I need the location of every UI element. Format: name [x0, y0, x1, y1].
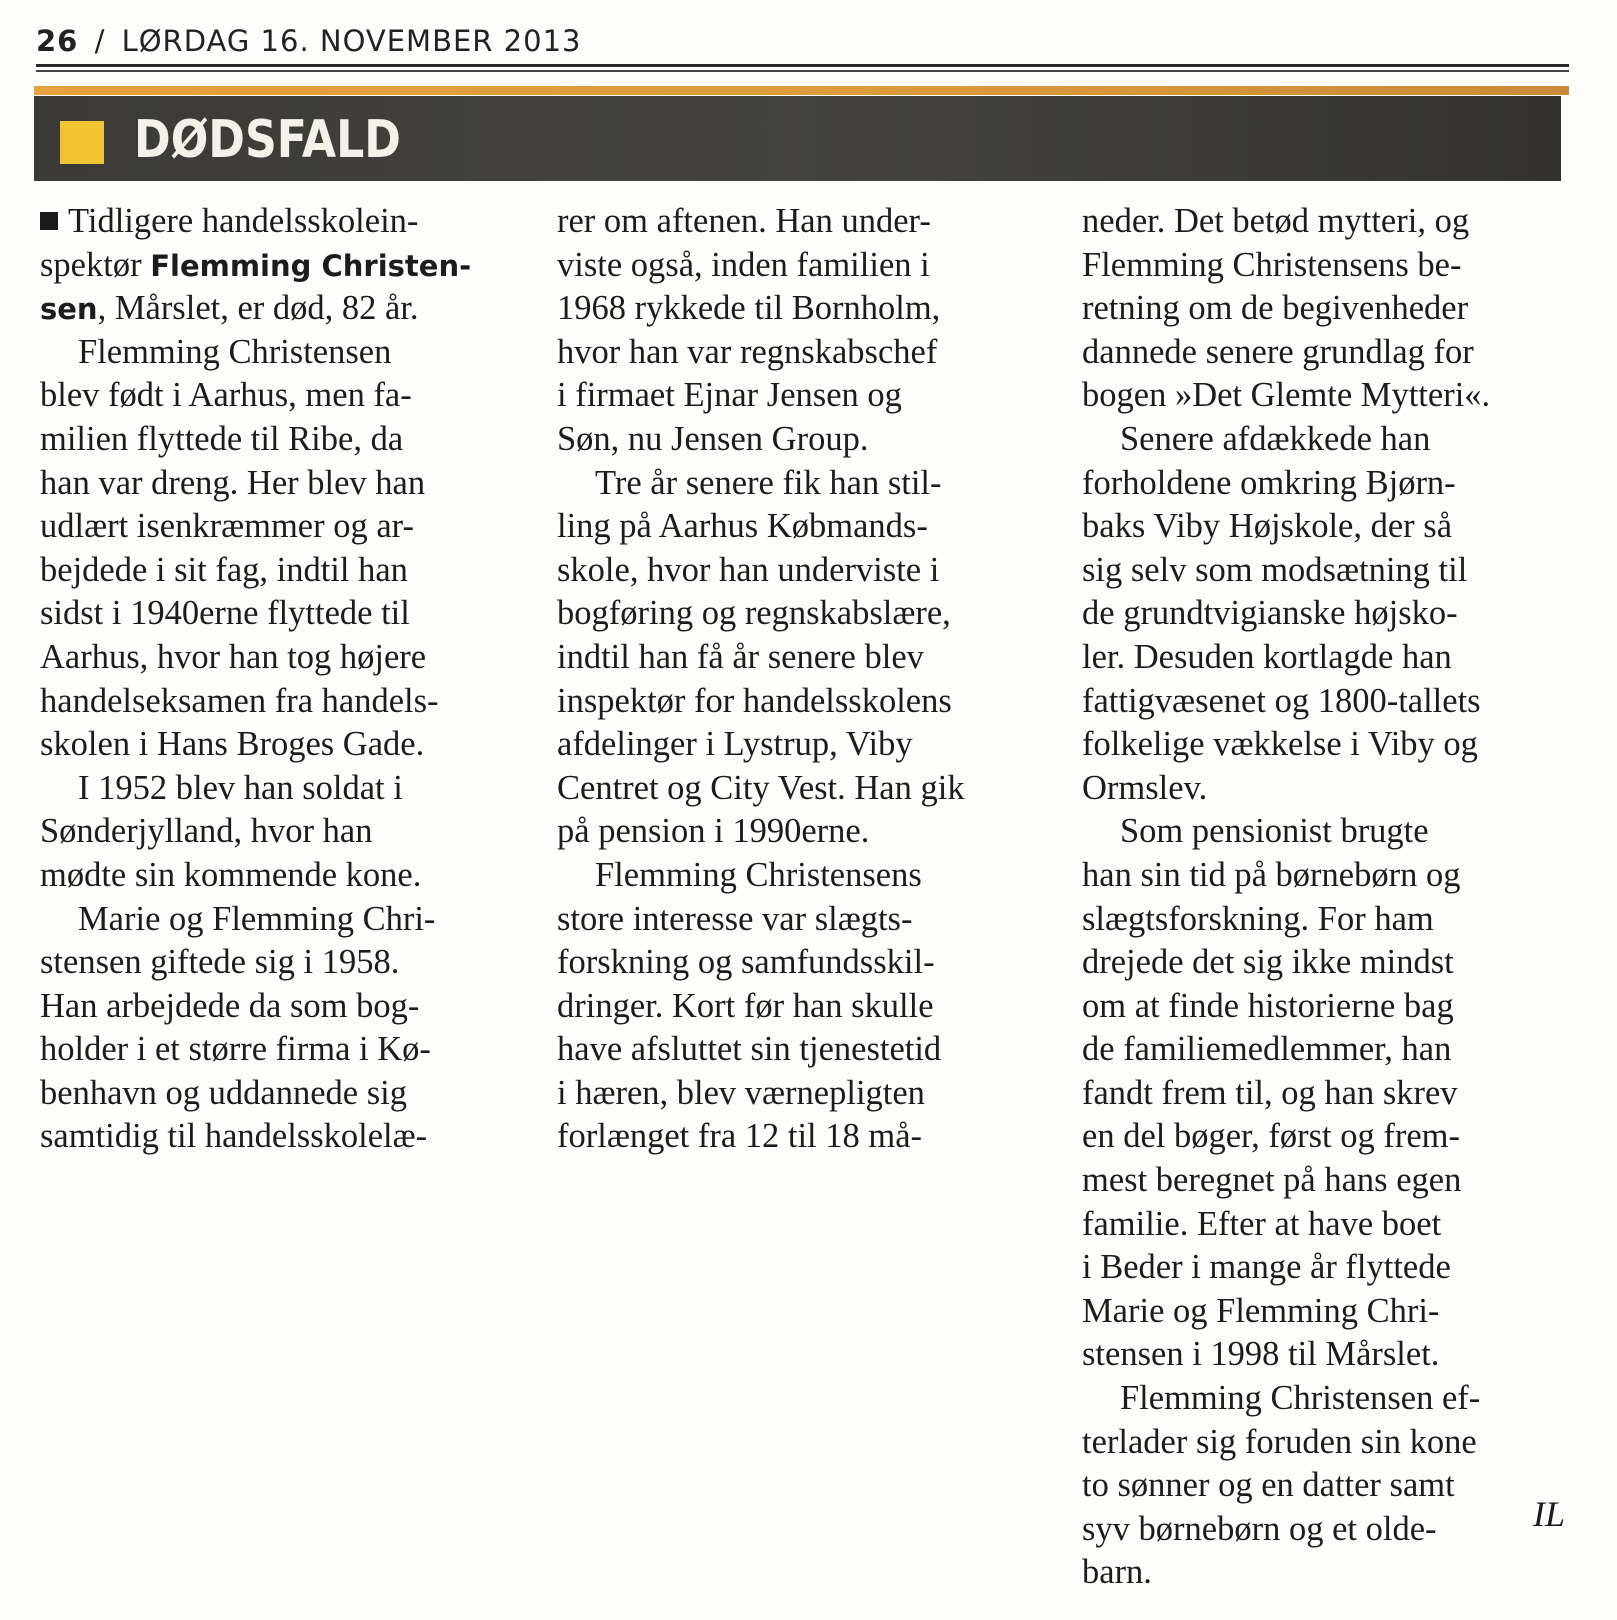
- text-line: Flemming Christensen ef-: [1120, 1379, 1481, 1418]
- text-line: to sønner og en datter samt: [1082, 1466, 1455, 1505]
- text-line: skolen i Hans Broges Gade.: [40, 725, 425, 764]
- text-line: forlænget fra 12 til 18 må-: [557, 1117, 923, 1156]
- section-title: DØDSFALD: [134, 110, 401, 170]
- text-line: de grundtvigianske højsko-: [1082, 594, 1458, 633]
- text-line: Søn, nu Jensen Group.: [557, 419, 869, 458]
- article-column-2: [557, 200, 1037, 1159]
- text-line: inspektør for handelsskolens: [557, 681, 952, 720]
- text-line: rer om aftenen. Han under-: [557, 202, 931, 240]
- lead-text: , Mårslet, er død, 82 år.: [97, 289, 419, 328]
- lead-line: [40, 287, 520, 331]
- header-rule: [36, 64, 1569, 67]
- text-line: i firmaet Ejnar Jensen og: [557, 376, 902, 415]
- lead-text: spektør: [40, 245, 151, 284]
- text-line: forskning og samfundsskil-: [557, 943, 935, 982]
- text-line: indtil han få år senere blev: [557, 637, 924, 676]
- text-line: bejdede i sit fag, indtil han: [40, 550, 408, 589]
- text-line: viste også, inden familien i: [557, 245, 930, 284]
- text-line: folkelige vækkelse i Viby og: [1082, 725, 1478, 764]
- text-line: Sønderjylland, hvor han: [40, 812, 373, 851]
- issue-date: LØRDAG 16. NOVEMBER 2013: [121, 24, 582, 58]
- text-line: Senere afdækkede han: [1120, 419, 1431, 458]
- column-body: [40, 331, 520, 1159]
- text-line: benhavn og uddannede sig: [40, 1073, 407, 1112]
- text-line: ler. Desuden kortlagde han: [1082, 637, 1452, 676]
- text-line: i Beder i mange år flyttede: [1082, 1248, 1451, 1287]
- text-line: holder i et større firma i Kø-: [40, 1030, 431, 1069]
- text-line: han sin tid på børnebørn og: [1082, 855, 1461, 894]
- text-line: bogen »Det Glemte Mytteri«.: [1082, 376, 1491, 415]
- text-line: milien flyttede til Ribe, da: [40, 419, 404, 458]
- text-line: retning om de begivenheder: [1082, 289, 1469, 328]
- header-rule-secondary: [36, 70, 1569, 72]
- text-line: dannede senere grundlag for: [1082, 332, 1474, 371]
- text-line: han var dreng. Her blev han: [40, 463, 426, 502]
- text-line: hvor han var regnskabschef: [557, 332, 938, 371]
- author-signature: IL: [1533, 1494, 1566, 1534]
- page-folio: [36, 24, 581, 58]
- text-line: Ormslev.: [1082, 768, 1208, 807]
- text-line: sidst i 1940erne flyttede til: [40, 594, 410, 633]
- text-line: Han arbejdede da som bog-: [40, 986, 420, 1025]
- text-line: Centret og City Vest. Han gik: [557, 768, 965, 807]
- text-line: slægtsforskning. For ham: [1082, 899, 1434, 938]
- text-line: skole, hvor han underviste i: [557, 550, 940, 589]
- text-line: de familiemedlemmer, han: [1082, 1030, 1452, 1069]
- text-line: have afsluttet sin tjenestetid: [557, 1030, 942, 1069]
- text-line: Tre år senere fik han stil-: [595, 463, 942, 502]
- deceased-name: sen: [40, 292, 98, 327]
- text-line: udlært isenkræmmer og ar-: [40, 507, 414, 546]
- text-line: Marie og Flemming Chri-: [1082, 1291, 1440, 1330]
- text-line: Marie og Flemming Chri-: [78, 899, 436, 938]
- text-line: om at finde historierne bag: [1082, 986, 1454, 1025]
- article-column-1: [40, 200, 520, 1159]
- text-line: dringer. Kort før han skulle: [557, 986, 934, 1025]
- text-line: handelseksamen fra handels-: [40, 681, 439, 720]
- text-line: en del bøger, først og frem-: [1082, 1117, 1460, 1156]
- column-body: [1082, 200, 1562, 1595]
- text-line: stensen giftede sig i 1958.: [40, 943, 400, 982]
- accent-rule: [34, 86, 1569, 95]
- text-line: 1968 rykkede til Bornholm,: [557, 289, 941, 328]
- text-line: Som pensionist brugte: [1120, 812, 1429, 851]
- text-line: fattigvæsenet og 1800-tallets: [1082, 681, 1481, 720]
- text-line: mest beregnet på hans egen: [1082, 1161, 1462, 1200]
- text-line: afdelinger i Lystrup, Viby: [557, 725, 913, 764]
- section-square-icon: [60, 121, 104, 164]
- text-line: drejede det sig ikke mindst: [1082, 943, 1454, 982]
- text-line: sig selv som modsætning til: [1082, 550, 1468, 589]
- text-line: store interesse var slægts-: [557, 899, 913, 938]
- text-line: i hæren, blev værnepligten: [557, 1073, 925, 1112]
- text-line: fandt frem til, og han skrev: [1082, 1073, 1458, 1112]
- text-line: samtidig til handelsskolelæ-: [40, 1117, 428, 1156]
- text-line: Flemming Christensens be-: [1082, 245, 1462, 284]
- deceased-name: Flemming Christen-: [150, 248, 472, 283]
- text-line: Aarhus, hvor han tog højere: [40, 637, 427, 676]
- text-line: terlader sig foruden sin kone: [1082, 1422, 1477, 1461]
- bullet-square-icon: [40, 212, 58, 230]
- lead-line: [40, 200, 520, 244]
- text-line: syv børnebørn og et olde-: [1082, 1509, 1437, 1548]
- text-line: bogføring og regnskabslære,: [557, 594, 951, 633]
- text-line: baks Viby Højskole, der så: [1082, 507, 1453, 546]
- text-line: Flemming Christensen: [78, 332, 392, 371]
- text-line: ling på Aarhus Købmands-: [557, 507, 928, 546]
- text-line: forholdene omkring Bjørn-: [1082, 463, 1456, 502]
- lead-line: [40, 244, 520, 288]
- text-line: barn.: [1082, 1553, 1152, 1592]
- column-body: [557, 200, 1037, 1159]
- text-line: familie. Efter at have boet: [1082, 1204, 1442, 1243]
- section-banner: [34, 96, 1561, 181]
- text-line: mødte sin kommende kone.: [40, 855, 422, 894]
- text-line: Flemming Christensens: [595, 855, 922, 894]
- text-line: neder. Det betød mytteri, og: [1082, 202, 1470, 240]
- text-line: blev født i Aarhus, men fa-: [40, 376, 412, 415]
- page-number: 26: [36, 24, 79, 58]
- folio-separator: /: [94, 24, 106, 58]
- text-line: på pension i 1990erne.: [557, 812, 870, 851]
- text-line: stensen i 1998 til Mårslet.: [1082, 1335, 1440, 1374]
- article-column-3: [1082, 200, 1562, 1595]
- lead-text: Tidligere handelsskolein-: [68, 202, 419, 240]
- text-line: I 1952 blev han soldat i: [78, 768, 403, 807]
